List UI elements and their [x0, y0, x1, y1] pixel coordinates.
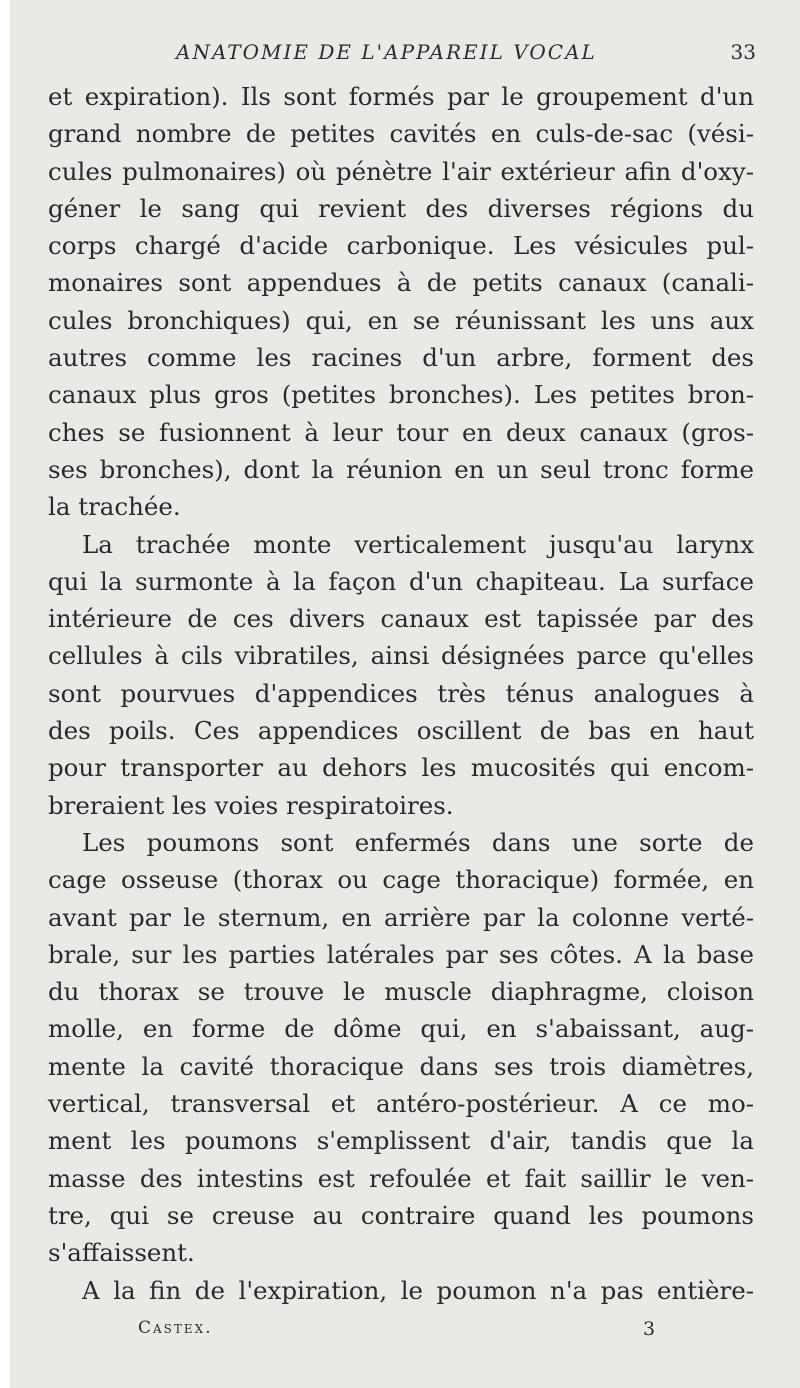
text-line: cellules à cils vibratiles, ainsi désignées parce qu'elles	[48, 641, 754, 671]
text-line: masse des intestins est refoulée et fait saillir le ven-	[48, 1163, 754, 1193]
text-line: canaux plus gros (petites bronches). Les petites bron-	[48, 380, 754, 410]
page-margin-edge	[0, 0, 10, 1388]
page-number: 33	[730, 40, 756, 64]
text-line: autres comme les racines d'un arbre, forment des	[48, 343, 754, 373]
body-text	[48, 78, 754, 1309]
sheet-number: 3	[643, 1318, 656, 1340]
text-line: avant par le sternum, en arrière par la colonne verté-	[48, 902, 754, 932]
paragraph-start-line: Les poumons sont enfermés dans une sorte de	[82, 827, 754, 857]
text-line: pour transporter au dehors les mucosités qui encom-	[48, 753, 754, 783]
text-line: des poils. Ces appendices oscillent de bas en haut	[48, 716, 754, 746]
text-line: cules bronchiques) qui, en se réunissant les uns aux	[48, 305, 754, 335]
text-line: géner le sang qui revient des diverses régions du	[48, 193, 754, 223]
paragraph-start-line: A la fin de l'expiration, le poumon n'a pas entière-	[82, 1275, 754, 1305]
text-line: qui la surmonte à la façon d'un chapiteau. La surface	[48, 566, 754, 596]
text-line: vertical, transversal et antéro-postérieur. A ce mo-	[48, 1089, 754, 1119]
text-line: ses bronches), dont la réunion en un seul tronc forme	[48, 454, 754, 484]
text-line: tre, qui se creuse au contraire quand les poumons	[48, 1200, 754, 1230]
text-line: grand nombre de petites cavités en culs-de-sac (vési-	[48, 119, 754, 149]
page-footer	[48, 1318, 760, 1348]
text-line: ment les poumons s'emplissent d'air, tandis que la	[48, 1126, 754, 1156]
text-line: cules pulmonaires) où pénètre l'air extérieur afin d'oxy-	[48, 156, 754, 186]
signature-mark: Castex.	[138, 1318, 213, 1338]
text-line: monaires sont appendues à de petits canaux (canali-	[48, 268, 754, 298]
text-line: molle, en forme de dôme qui, en s'abaissant, aug-	[48, 1014, 754, 1044]
text-line: cage osseuse (thorax ou cage thoracique) formée, en	[48, 865, 754, 895]
paragraph-end-line: la trachée.	[48, 492, 181, 522]
text-line: intérieure de ces divers canaux est tapissée par des	[48, 604, 754, 634]
paragraph-start-line: La trachée monte verticalement jusqu'au larynx	[82, 529, 754, 559]
running-title: ANATOMIE DE L'APPAREIL VOCAL	[176, 40, 597, 64]
text-line: brale, sur les parties latérales par ses côtes. A la base	[48, 939, 754, 969]
text-line: sont pourvues d'appendices très ténus analogues à	[48, 678, 754, 708]
text-line: mente la cavité thoracique dans ses trois diamètres,	[48, 1051, 754, 1081]
paragraph-end-line: s'affaissent.	[48, 1238, 195, 1268]
paragraph-end-line: breraient les voies respiratoires.	[48, 790, 454, 820]
text-line: corps chargé d'acide carbonique. Les vésicules pul-	[48, 231, 754, 261]
text-line: et expiration). Ils sont formés par le groupement d'un	[48, 82, 754, 111]
page-header	[48, 40, 760, 72]
text-line: du thorax se trouve le muscle diaphragme, cloison	[48, 977, 754, 1007]
text-line: ches se fusionnent à leur tour en deux canaux (gros-	[48, 417, 754, 447]
